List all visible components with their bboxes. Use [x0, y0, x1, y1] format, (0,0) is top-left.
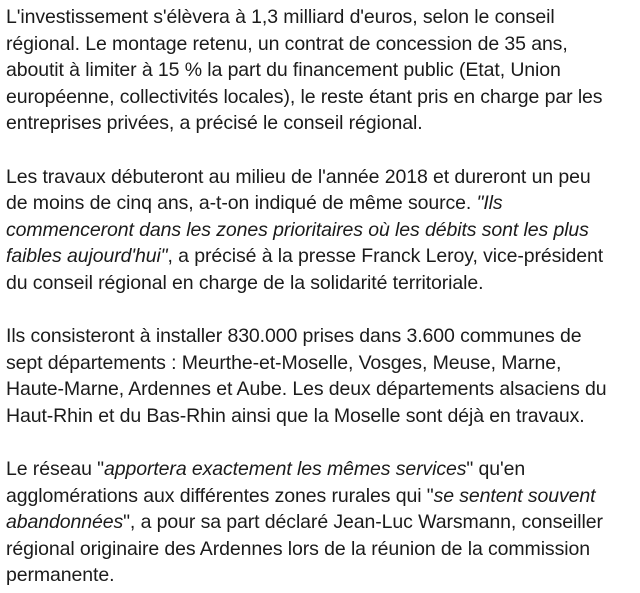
text-line: régional. Le montage retenu, un contrat de concession de 35 ans, — [6, 32, 568, 55]
text-run: agglomérations aux différentes zones rurales qui " — [6, 484, 434, 507]
text-line: du conseil régional en charge de la solidarité territoriale. — [6, 271, 484, 294]
text-run: ", a pour sa part déclaré Jean-Luc Warsmann, conseiller — [123, 511, 603, 534]
text-line — [6, 217, 634, 244]
text-line: aboutit à limiter à 15 % la part du financement public (Etat, Union — [6, 59, 561, 82]
text-line — [6, 509, 634, 536]
paragraph-3 — [6, 323, 634, 429]
text-line: européenne, collectivités locales), le reste étant pris en charge par les — [6, 85, 603, 108]
quote-run: abandonnées — [6, 511, 124, 534]
text-line: permanente. — [6, 564, 115, 587]
text-line — [6, 483, 634, 510]
quote-run: apportera exactement les mêmes services — [103, 458, 467, 481]
quote-run: faibles aujourd'hui" — [6, 245, 168, 268]
text-line: L'investissement s'élèvera à 1,3 milliard d'euros, selon le conseil — [6, 6, 555, 28]
text-run: Le réseau " — [6, 458, 104, 481]
article-body — [6, 4, 634, 589]
quote-run: "Ils — [476, 192, 503, 215]
text-line: Les travaux débuteront au milieu de l'année 2018 et dureront un peu — [6, 165, 591, 188]
text-line: Haute-Marne, Ardennes et Aube. Les deux départements alsaciens du — [6, 378, 607, 401]
paragraph-1 — [6, 4, 634, 137]
paragraph-2 — [6, 164, 634, 297]
text-line: régional originaire des Ardennes lors de la réunion de la commission — [6, 537, 590, 560]
text-line: entreprises privées, a précisé le conseil régional. — [6, 112, 423, 135]
quote-run: se sentent souvent — [433, 484, 596, 507]
text-line — [6, 243, 634, 270]
text-run: " qu'en — [466, 458, 526, 481]
text-line: sept départements : Meurthe-et-Moselle, Vosges, Meuse, Marne, — [6, 351, 562, 374]
text-run: de moins de cinq ans, a-t-on indiqué de même source. — [6, 192, 477, 215]
quote-run: commenceront dans les zones prioritaires où les débits sont les plus — [6, 218, 589, 241]
paragraph-4 — [6, 456, 634, 589]
text-line — [6, 456, 634, 483]
text-run: , a précisé à la presse Franck Leroy, vice-président — [167, 245, 604, 268]
text-line: Ils consisteront à installer 830.000 prises dans 3.600 communes de — [6, 325, 582, 348]
text-line — [6, 190, 634, 217]
text-line: Haut-Rhin et du Bas-Rhin ainsi que la Moselle sont déjà en travaux. — [6, 404, 585, 427]
